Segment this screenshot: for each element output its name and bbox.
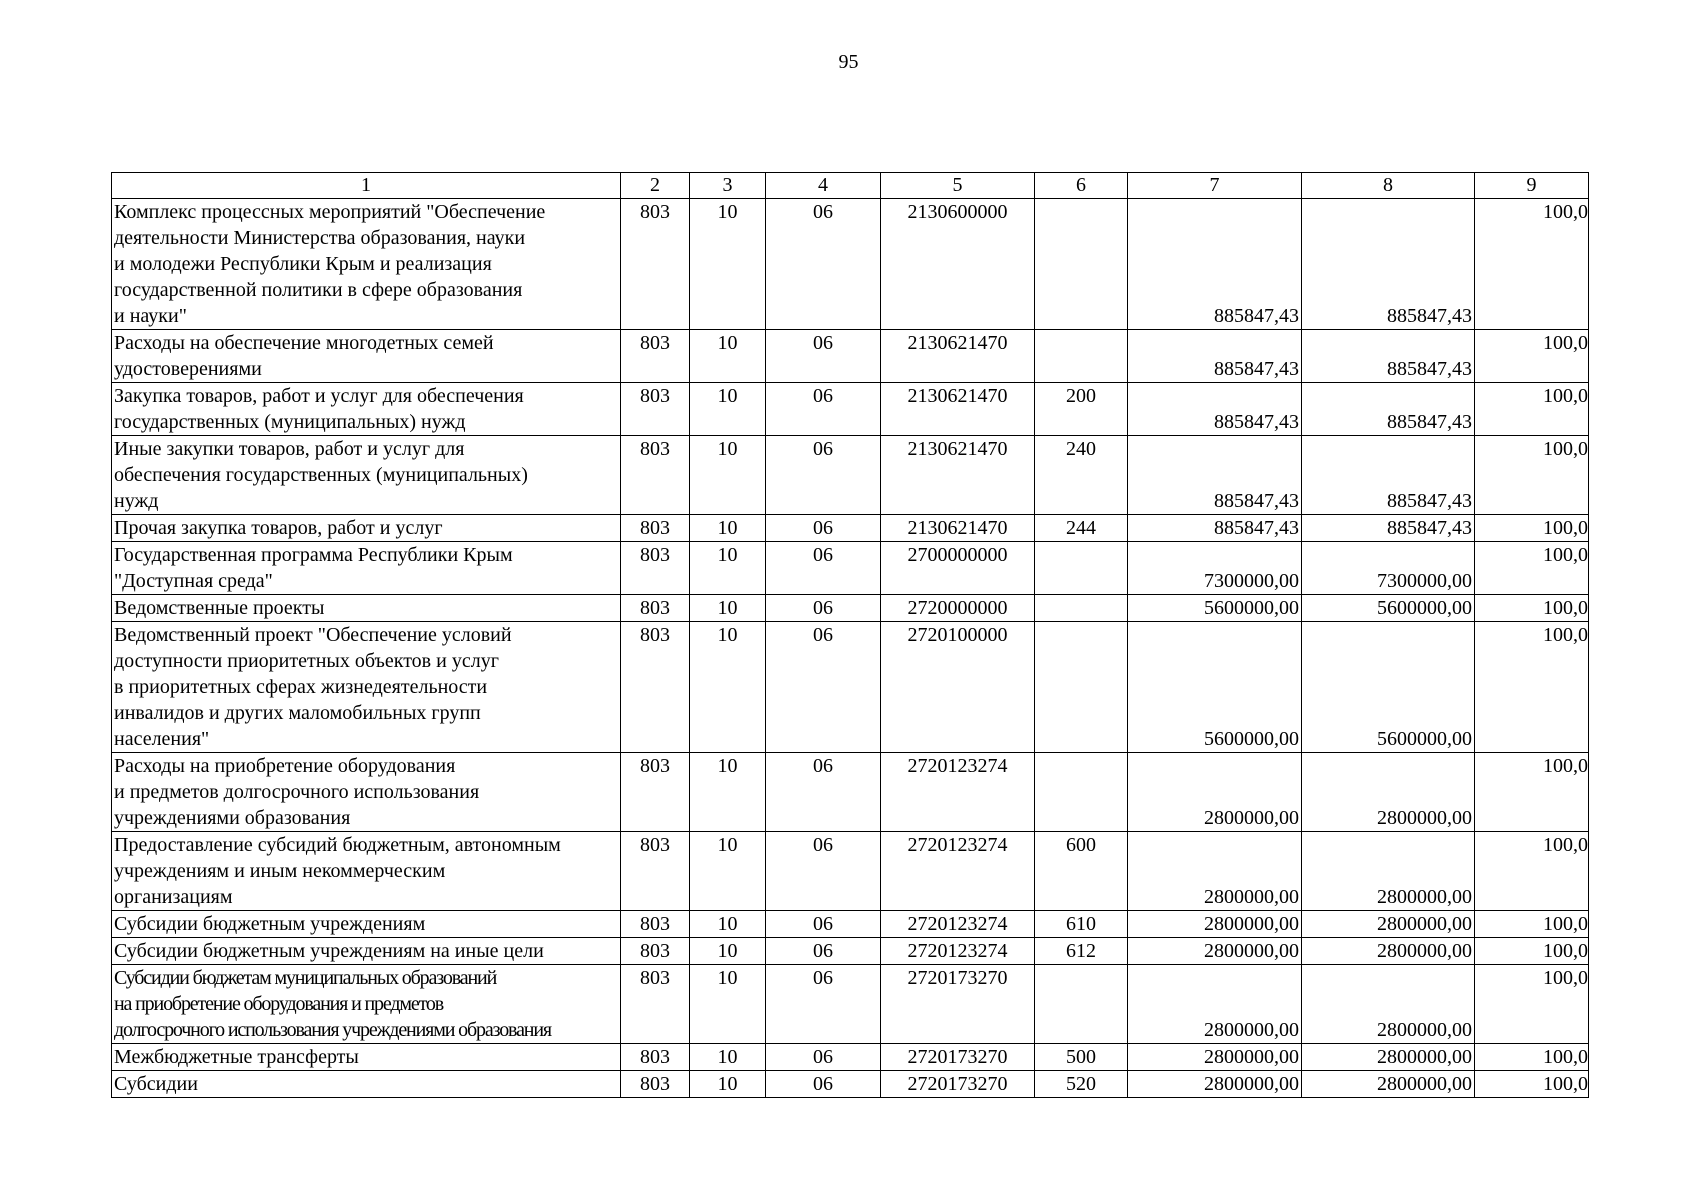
expense-type-code <box>1035 753 1128 832</box>
target-article-code: 2700000000 <box>881 542 1035 595</box>
column-number: 4 <box>766 173 881 199</box>
subsection-code: 06 <box>766 595 881 622</box>
table-row <box>112 330 1589 383</box>
amount-planned: 2800000,00 <box>1128 1044 1302 1071</box>
amount-planned: 2800000,00 <box>1128 753 1302 832</box>
item-name: Комплекс процессных мероприятий "Обеспечение деятельности Министерства образования, науки и молодежи Республики Крым и реализация государственной политики в сфере образования и науки" <box>112 199 621 330</box>
table-row <box>112 965 1589 1044</box>
execution-percent: 100,0 <box>1475 622 1589 753</box>
section-code: 10 <box>690 330 766 383</box>
ministry-code: 803 <box>621 515 690 542</box>
amount-executed: 2800000,00 <box>1302 911 1475 938</box>
item-name: Субсидии бюджетным учреждениям <box>112 911 621 938</box>
amount-planned: 5600000,00 <box>1128 622 1302 753</box>
table-row <box>112 753 1589 832</box>
target-article-code: 2130621470 <box>881 515 1035 542</box>
execution-percent: 100,0 <box>1475 753 1589 832</box>
target-article-code: 2720123274 <box>881 753 1035 832</box>
table-row <box>112 1071 1589 1098</box>
target-article-code: 2720173270 <box>881 1044 1035 1071</box>
subsection-code: 06 <box>766 542 881 595</box>
section-code: 10 <box>690 753 766 832</box>
subsection-code: 06 <box>766 832 881 911</box>
item-name: Расходы на приобретение оборудования и предметов долгосрочного использования учреждениями образования <box>112 753 621 832</box>
target-article-code: 2720123274 <box>881 832 1035 911</box>
execution-percent: 100,0 <box>1475 515 1589 542</box>
page-number: 95 <box>838 51 859 73</box>
expense-type-code: 600 <box>1035 832 1128 911</box>
ministry-code: 803 <box>621 753 690 832</box>
section-code: 10 <box>690 938 766 965</box>
amount-executed: 885847,43 <box>1302 330 1475 383</box>
ministry-code: 803 <box>621 595 690 622</box>
ministry-code: 803 <box>621 436 690 515</box>
expense-type-code: 200 <box>1035 383 1128 436</box>
section-code: 10 <box>690 1044 766 1071</box>
execution-percent: 100,0 <box>1475 832 1589 911</box>
ministry-code: 803 <box>621 1071 690 1098</box>
section-code: 10 <box>690 515 766 542</box>
amount-executed: 885847,43 <box>1302 199 1475 330</box>
amount-executed: 2800000,00 <box>1302 965 1475 1044</box>
expense-type-code: 610 <box>1035 911 1128 938</box>
execution-percent: 100,0 <box>1475 199 1589 330</box>
ministry-code: 803 <box>621 965 690 1044</box>
amount-planned: 885847,43 <box>1128 383 1302 436</box>
expense-type-code <box>1035 965 1128 1044</box>
execution-percent: 100,0 <box>1475 1071 1589 1098</box>
amount-executed: 885847,43 <box>1302 515 1475 542</box>
column-number: 6 <box>1035 173 1128 199</box>
execution-percent: 100,0 <box>1475 911 1589 938</box>
amount-executed: 2800000,00 <box>1302 938 1475 965</box>
execution-percent: 100,0 <box>1475 436 1589 515</box>
table-row <box>112 595 1589 622</box>
target-article-code: 2130600000 <box>881 199 1035 330</box>
table-row <box>112 832 1589 911</box>
amount-executed: 5600000,00 <box>1302 595 1475 622</box>
item-name: Закупка товаров, работ и услуг для обеспечения государственных (муниципальных) нужд <box>112 383 621 436</box>
ministry-code: 803 <box>621 938 690 965</box>
amount-planned: 2800000,00 <box>1128 911 1302 938</box>
expense-type-code: 520 <box>1035 1071 1128 1098</box>
table-body <box>112 173 1589 1098</box>
subsection-code: 06 <box>766 938 881 965</box>
section-code: 10 <box>690 832 766 911</box>
section-code: 10 <box>690 965 766 1044</box>
target-article-code: 2130621470 <box>881 383 1035 436</box>
section-code: 10 <box>690 622 766 753</box>
amount-executed: 2800000,00 <box>1302 832 1475 911</box>
ministry-code: 803 <box>621 199 690 330</box>
item-name: Субсидии <box>112 1071 621 1098</box>
item-name: Ведомственный проект "Обеспечение условий доступности приоритетных объектов и услуг в приоритетных сферах жизнедеятельности инвалидов и других маломобильных групп населения" <box>112 622 621 753</box>
ministry-code: 803 <box>621 911 690 938</box>
amount-planned: 885847,43 <box>1128 515 1302 542</box>
target-article-code: 2720000000 <box>881 595 1035 622</box>
expense-type-code <box>1035 622 1128 753</box>
amount-planned: 2800000,00 <box>1128 832 1302 911</box>
amount-executed: 7300000,00 <box>1302 542 1475 595</box>
item-name: Государственная программа Республики Крым "Доступная среда" <box>112 542 621 595</box>
amount-executed: 5600000,00 <box>1302 622 1475 753</box>
item-name: Субсидии бюджетным учреждениям на иные цели <box>112 938 621 965</box>
execution-percent: 100,0 <box>1475 938 1589 965</box>
table-row <box>112 542 1589 595</box>
table-row <box>112 1044 1589 1071</box>
expense-type-code: 240 <box>1035 436 1128 515</box>
target-article-code: 2720173270 <box>881 965 1035 1044</box>
column-number-row <box>112 173 1589 199</box>
target-article-code: 2130621470 <box>881 330 1035 383</box>
execution-percent: 100,0 <box>1475 595 1589 622</box>
item-name: Предоставление субсидий бюджетным, автономным учреждениям и иным некоммерческим организациям <box>112 832 621 911</box>
execution-percent: 100,0 <box>1475 330 1589 383</box>
ministry-code: 803 <box>621 1044 690 1071</box>
item-name: Субсидии бюджетам муниципальных образований на приобретение оборудования и предметов долгосрочного использования учреждениями образования <box>112 965 621 1044</box>
item-name: Прочая закупка товаров, работ и услуг <box>112 515 621 542</box>
subsection-code: 06 <box>766 1071 881 1098</box>
section-code: 10 <box>690 911 766 938</box>
amount-planned: 2800000,00 <box>1128 1071 1302 1098</box>
table-row <box>112 436 1589 515</box>
section-code: 10 <box>690 595 766 622</box>
execution-percent: 100,0 <box>1475 542 1589 595</box>
target-article-code: 2720123274 <box>881 911 1035 938</box>
item-name: Иные закупки товаров, работ и услуг для обеспечения государственных (муниципальных) нужд <box>112 436 621 515</box>
subsection-code: 06 <box>766 436 881 515</box>
item-name: Межбюджетные трансферты <box>112 1044 621 1071</box>
amount-executed: 885847,43 <box>1302 383 1475 436</box>
column-number: 7 <box>1128 173 1302 199</box>
amount-planned: 885847,43 <box>1128 199 1302 330</box>
ministry-code: 803 <box>621 622 690 753</box>
target-article-code: 2720100000 <box>881 622 1035 753</box>
subsection-code: 06 <box>766 1044 881 1071</box>
amount-executed: 2800000,00 <box>1302 1071 1475 1098</box>
table-row <box>112 383 1589 436</box>
section-code: 10 <box>690 1071 766 1098</box>
budget-table <box>111 172 1589 1098</box>
expense-type-code <box>1035 595 1128 622</box>
target-article-code: 2720173270 <box>881 1071 1035 1098</box>
target-article-code: 2720123274 <box>881 938 1035 965</box>
amount-planned: 2800000,00 <box>1128 938 1302 965</box>
subsection-code: 06 <box>766 622 881 753</box>
amount-planned: 5600000,00 <box>1128 595 1302 622</box>
amount-planned: 7300000,00 <box>1128 542 1302 595</box>
ministry-code: 803 <box>621 383 690 436</box>
subsection-code: 06 <box>766 753 881 832</box>
expense-type-code: 244 <box>1035 515 1128 542</box>
column-number: 5 <box>881 173 1035 199</box>
subsection-code: 06 <box>766 199 881 330</box>
column-number: 9 <box>1475 173 1589 199</box>
item-name: Ведомственные проекты <box>112 595 621 622</box>
amount-planned: 885847,43 <box>1128 436 1302 515</box>
subsection-code: 06 <box>766 515 881 542</box>
target-article-code: 2130621470 <box>881 436 1035 515</box>
table-row <box>112 911 1589 938</box>
amount-planned: 885847,43 <box>1128 330 1302 383</box>
execution-percent: 100,0 <box>1475 383 1589 436</box>
ministry-code: 803 <box>621 330 690 383</box>
table-row <box>112 938 1589 965</box>
execution-percent: 100,0 <box>1475 1044 1589 1071</box>
table-row <box>112 515 1589 542</box>
item-name: Расходы на обеспечение многодетных семей удостоверениями <box>112 330 621 383</box>
expense-type-code: 612 <box>1035 938 1128 965</box>
section-code: 10 <box>690 383 766 436</box>
subsection-code: 06 <box>766 965 881 1044</box>
execution-percent: 100,0 <box>1475 965 1589 1044</box>
amount-executed: 2800000,00 <box>1302 753 1475 832</box>
column-number: 3 <box>690 173 766 199</box>
expense-type-code: 500 <box>1035 1044 1128 1071</box>
table-row <box>112 199 1589 330</box>
section-code: 10 <box>690 436 766 515</box>
column-number: 1 <box>112 173 621 199</box>
column-number: 8 <box>1302 173 1475 199</box>
subsection-code: 06 <box>766 330 881 383</box>
amount-executed: 2800000,00 <box>1302 1044 1475 1071</box>
subsection-code: 06 <box>766 911 881 938</box>
expense-type-code <box>1035 542 1128 595</box>
ministry-code: 803 <box>621 832 690 911</box>
expense-type-code <box>1035 199 1128 330</box>
ministry-code: 803 <box>621 542 690 595</box>
subsection-code: 06 <box>766 383 881 436</box>
amount-planned: 2800000,00 <box>1128 965 1302 1044</box>
column-number: 2 <box>621 173 690 199</box>
expense-type-code <box>1035 330 1128 383</box>
section-code: 10 <box>690 199 766 330</box>
section-code: 10 <box>690 542 766 595</box>
table-row <box>112 622 1589 753</box>
amount-executed: 885847,43 <box>1302 436 1475 515</box>
